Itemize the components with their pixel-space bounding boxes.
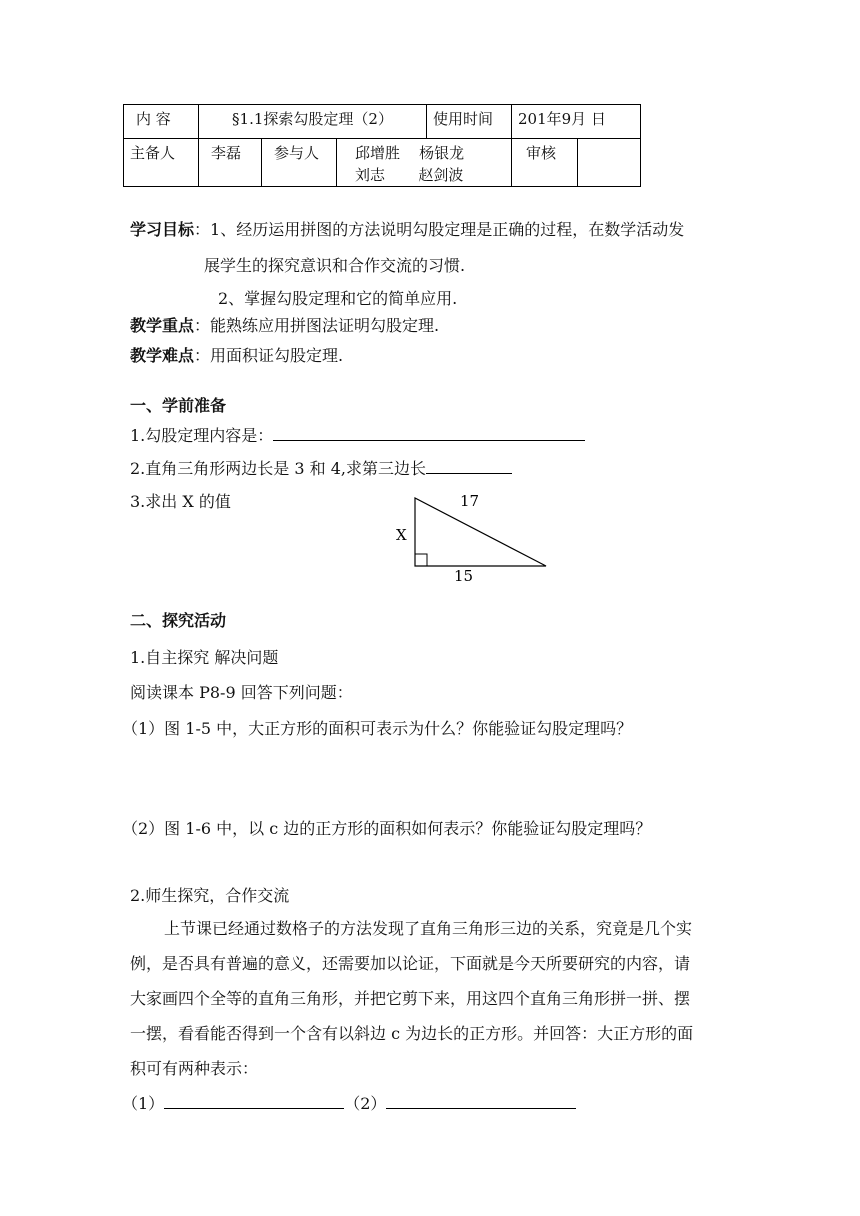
section1-title: 一、学前准备 — [130, 396, 227, 415]
participants-line1: 邱增胜 杨银龙 — [355, 144, 465, 162]
participants-label-cell — [262, 139, 337, 187]
preparer-cell — [199, 139, 262, 187]
goals-item2: 2、掌握勾股定理和它的简单应用. — [218, 289, 458, 308]
section1-q2 — [130, 451, 512, 486]
preparer-name: 李磊 — [211, 144, 242, 162]
hypotenuse-label: 17 — [460, 492, 480, 510]
paragraph-line2: 例，是否具有普遍的意义，还需要加以论证，下面就是今天所要研究的内容，请 — [130, 954, 691, 973]
time-label: 使用时间 — [433, 110, 494, 128]
difficulty-text: ：用面积证勾股定理. — [194, 346, 344, 365]
review-value-cell — [577, 139, 641, 187]
paragraph-line4: 一摆，看看能否得到一个含有以斜边 c 为边长的正方形。并回答：大正方形的面 — [130, 1024, 694, 1043]
answer1-blank[interactable] — [164, 1094, 344, 1109]
preparer-label: 主备人 — [130, 144, 176, 162]
section2-q2: （2）图 1-6 中，以 c 边的正方形的面积如何表示？你能验证勾股定理吗？ — [122, 819, 652, 838]
section1-q3: 3.求出 X 的值 — [130, 492, 231, 511]
content-label: 内 容 — [136, 110, 171, 128]
goals-label: 学习目标 — [130, 220, 195, 239]
base-label: 15 — [454, 567, 474, 585]
goals-item1-line1: ：1、经历运用拼图的方法说明勾股定理是正确的过程，在数学活动发 — [194, 220, 685, 239]
preparer-label-cell — [124, 139, 199, 187]
review-label: 审核 — [526, 144, 557, 162]
time-value: 201年9月 日 — [518, 110, 606, 128]
answer1-label: （1） — [122, 1094, 165, 1113]
content-label-cell — [124, 105, 199, 139]
answer2-label: （2） — [344, 1094, 387, 1113]
paragraph-line1: 上节课已经通过数格子的方法发现了直角三角形三边的关系，究竟是几个实 — [164, 919, 693, 938]
answer-blank[interactable] — [426, 459, 512, 474]
section2-title: 二、探究活动 — [130, 611, 227, 630]
difficulty-label: 教学难点 — [130, 346, 195, 365]
goals-item1-line2: 展学生的探究意识和合作交流的习惯. — [204, 256, 466, 275]
key-point-label: 教学重点 — [130, 316, 195, 335]
participants-cell — [337, 139, 512, 187]
triangle-shape — [415, 498, 546, 566]
time-value-cell — [512, 105, 641, 139]
leg-x-label: X — [396, 526, 407, 544]
section2-sub2: 2.师生探究，合作交流 — [130, 886, 290, 905]
right-triangle-figure — [380, 486, 560, 586]
paragraph-line5: 积可有两种表示： — [130, 1059, 259, 1078]
key-point-text: ：能熟练应用拼图法证明勾股定理. — [194, 316, 440, 335]
title-cell — [199, 105, 427, 139]
answer-blank[interactable] — [273, 426, 585, 441]
review-value — [578, 139, 641, 142]
answers-row — [122, 1086, 576, 1121]
section2-q1: （1）图 1-5 中，大正方形的面积可表示为什么？你能验证勾股定理吗？ — [122, 719, 633, 738]
difficulty — [130, 338, 343, 373]
review-label-cell — [512, 139, 578, 187]
paragraph-line3: 大家画四个全等的直角三角形，并把它剪下来，用这四个直角三角形拼一拼、摆 — [130, 989, 691, 1008]
section2-read: 阅读课本 P8-9 回答下列问题： — [130, 683, 353, 702]
section2-sub1: 1.自主探究 解决问题 — [130, 648, 279, 667]
participants-label: 参与人 — [274, 144, 320, 162]
lesson-title: §1.1探索勾股定理（2） — [232, 110, 393, 128]
goals-line1 — [130, 212, 684, 247]
participants-line2: 刘志 赵剑波 — [355, 166, 464, 184]
time-label-cell — [427, 105, 512, 139]
answer2-blank[interactable] — [386, 1094, 576, 1109]
section1-q2-text: 2.直角三角形两边长是 3 和 4,求第三边长 — [130, 459, 426, 478]
section1-q1-text: 1.勾股定理内容是： — [130, 426, 274, 445]
header-table — [123, 104, 641, 187]
right-angle-mark — [415, 554, 427, 566]
section1-q1 — [130, 418, 585, 453]
